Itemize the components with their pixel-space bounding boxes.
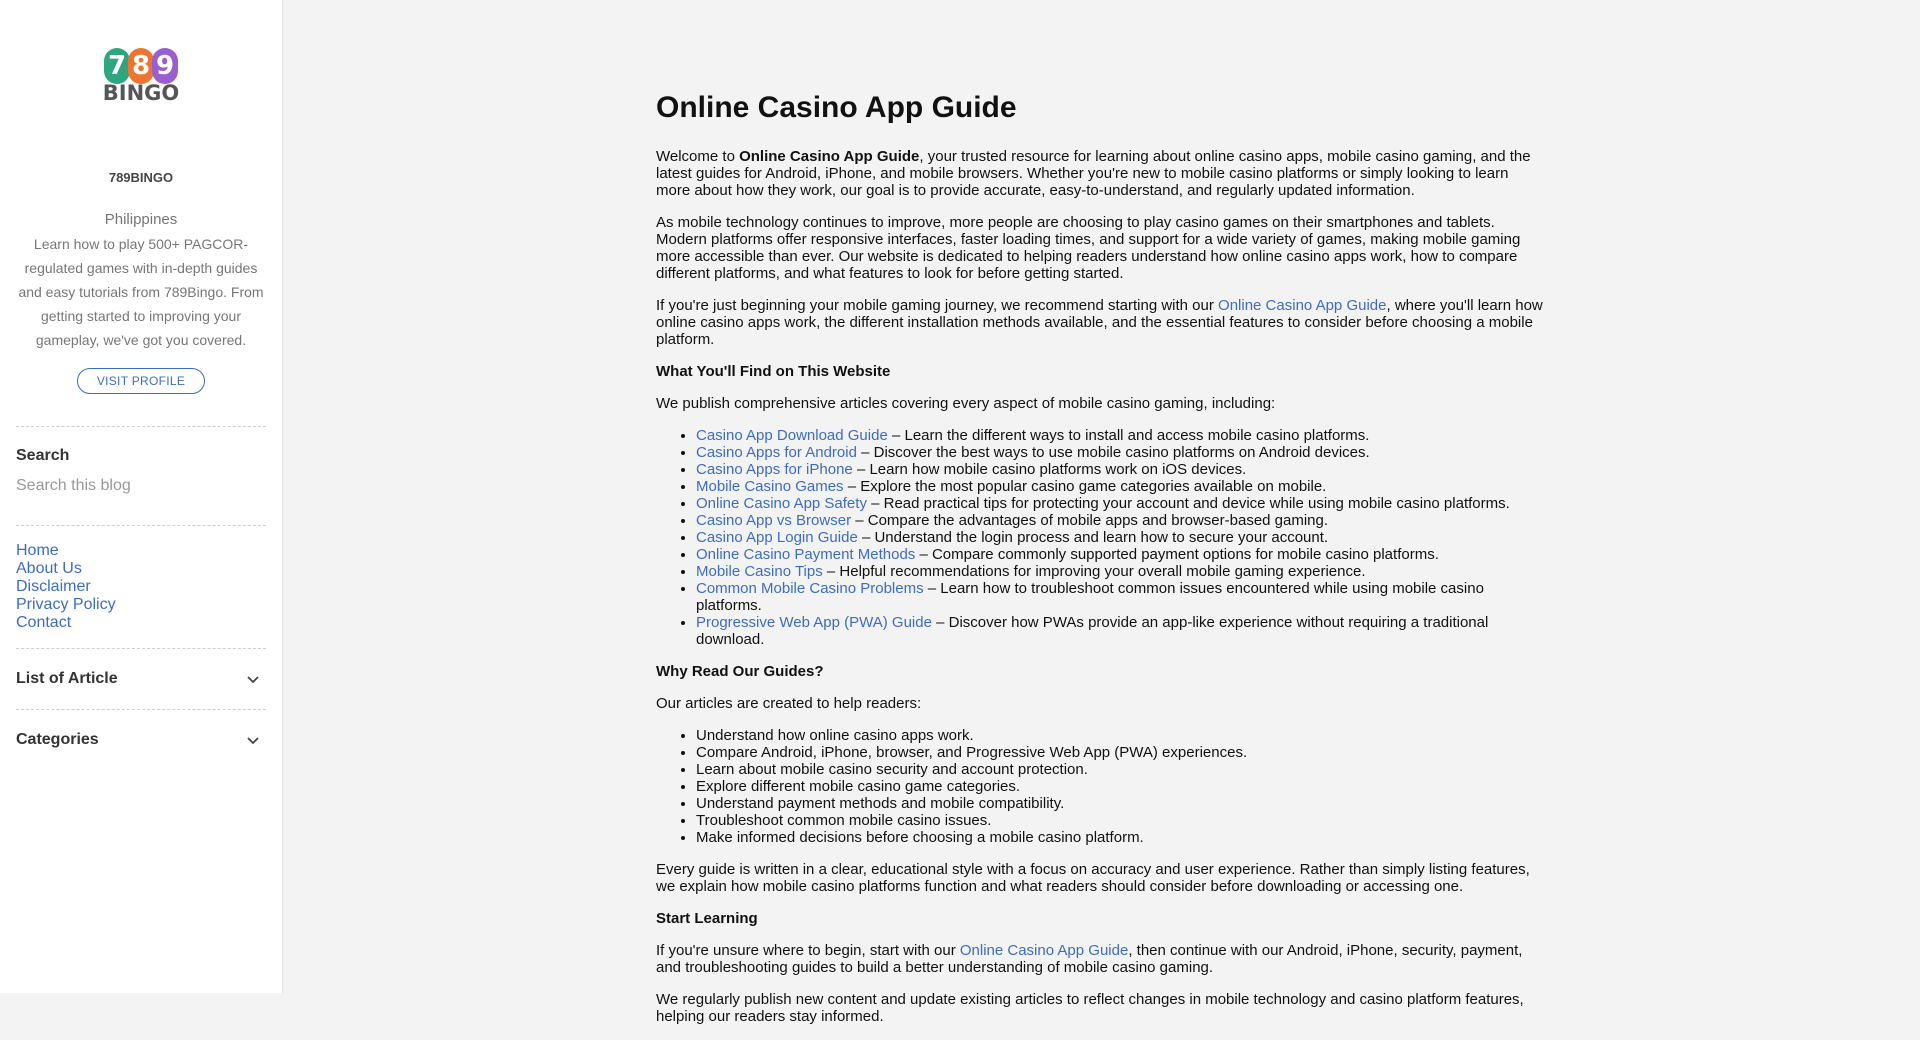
list-item: • Explore different mobile casino game categories. xyxy=(696,778,1546,795)
article-link[interactable]: Casino Apps for Android xyxy=(696,444,857,461)
list-item-text: – Learn how mobile casino platforms work on iOS devices. xyxy=(852,461,1247,478)
list-item-text: – Explore the most popular casino game categories available on mobile. xyxy=(843,478,1327,495)
profile-location: Philippines xyxy=(104,211,178,228)
paragraph-text: , where you'll learn how online casino apps work, the different installation methods available, and the essential features to consider before choosing a mobile platform. xyxy=(656,297,1543,348)
article xyxy=(656,86,1546,1040)
logo-digits xyxy=(101,48,181,84)
pages-nav xyxy=(16,526,266,648)
paragraph-text: , then continue with our Android, iPhone, security, payment, and troubleshooting guides to build a better understanding of mobile casino gaming. xyxy=(656,942,1523,976)
list-item xyxy=(696,461,1546,478)
list-item xyxy=(696,580,1546,614)
article-link[interactable]: Casino Apps for iPhone xyxy=(696,461,853,478)
list-item-text: – Compare the advantages of mobile apps and browser-based gaming. xyxy=(851,512,1329,529)
list-item: • Make informed decisions before choosing a mobile casino platform. xyxy=(696,829,1546,846)
list-of-article-accordion[interactable] xyxy=(16,649,266,709)
categories-accordion[interactable] xyxy=(16,710,266,770)
paragraph-text: If you're just beginning your mobile gaming journey, we recommend starting with our xyxy=(656,297,1219,314)
intro-text: , your trusted resource for learning about online casino apps, mobile casino gaming, and the latest guides for Android, iPhone, and mobile browsers. Whether you're new to mobile casino platforms or simply looking to learn more about how they work, our goal is to provide accurate, easy-to-understand, and regularly updated information. xyxy=(656,148,1531,199)
paragraph-text: If you're unsure where to begin, start with our xyxy=(656,942,960,959)
list-item: • Understand payment methods and mobile compatibility. xyxy=(696,795,1546,812)
list-item-text: – Discover how PWAs provide an app-like experience without requiring a traditional download. xyxy=(696,614,1489,648)
article-link[interactable]: Progressive Web App (PWA) Guide xyxy=(696,614,932,631)
list-item xyxy=(696,427,1546,444)
article-link[interactable]: Casino App Download Guide xyxy=(696,427,888,444)
list-item-text: – Read practical tips for protecting your account and device while using mobile casino platforms. xyxy=(866,495,1510,512)
list-item xyxy=(696,614,1546,648)
list-item xyxy=(696,512,1546,529)
list-item: • Learn about mobile casino security and account protection. xyxy=(696,761,1546,778)
intro-bold: Online Casino App Guide xyxy=(739,148,920,165)
accordion-label: Categories xyxy=(16,731,99,748)
paragraph: As mobile technology continues to improve, more people are choosing to play casino games on their smartphones and tablets. Modern platforms offer responsive interfaces, faster loading times, and support for a wide variety of games, making mobile gaming more accessible than ever. Our website is dedicated to helping readers understand how online casino apps work, how to compare different platforms, and what features to look for before getting started. xyxy=(656,214,1521,282)
list-item-text: – Compare commonly supported payment options for mobile casino platforms. xyxy=(915,546,1439,563)
guide-link[interactable]: Online Casino App Guide xyxy=(959,942,1129,959)
logo-digit-9: 9 xyxy=(152,48,178,84)
benefits-list xyxy=(656,727,1546,846)
page-title: Online Casino App Guide xyxy=(656,91,1017,124)
article-link[interactable]: Common Mobile Casino Problems xyxy=(696,580,924,597)
article-link[interactable]: Casino App vs Browser xyxy=(696,512,852,529)
list-item xyxy=(696,529,1546,546)
search-input[interactable] xyxy=(16,477,266,495)
article-link[interactable]: Mobile Casino Tips xyxy=(696,563,823,580)
profile-description: Learn how to play 500+ PAGCOR-regulated games with in-depth guides and easy tutorials from 789Bingo. From getting started to improving your gameplay, we've got you covered. xyxy=(18,236,264,348)
section-heading: Start Learning xyxy=(656,910,758,927)
intro-text: Welcome to xyxy=(656,148,740,165)
visit-profile-button[interactable]: VISIT PROFILE xyxy=(77,368,205,394)
site-logo[interactable] xyxy=(101,48,181,110)
list-item-text: – Learn the different ways to install and access mobile casino platforms. xyxy=(887,427,1370,444)
paragraph xyxy=(656,297,1546,348)
logo-digit-8: 8 xyxy=(128,48,154,84)
profile-widget xyxy=(16,48,266,394)
article-link[interactable]: Casino App Login Guide xyxy=(696,529,858,546)
guide-link[interactable]: Online Casino App Guide xyxy=(1218,297,1387,314)
nav-link-disclaimer[interactable]: Disclaimer xyxy=(16,578,91,595)
list-item xyxy=(696,563,1546,580)
logo-word: BINGO xyxy=(102,81,180,105)
article-link[interactable]: Mobile Casino Games xyxy=(696,478,844,495)
paragraph: We regularly publish new content and update existing articles to reflect changes in mobile technology and casino platform features, helping our readers stay informed. xyxy=(656,991,1524,1025)
article-link[interactable]: Online Casino App Safety xyxy=(696,495,867,512)
section-heading: What You'll Find on This Website xyxy=(656,363,891,380)
logo-digit-7: 7 xyxy=(104,48,130,84)
chevron-down-icon xyxy=(246,672,260,686)
nav-link-home[interactable]: Home xyxy=(16,542,59,559)
intro-paragraph xyxy=(656,148,1546,199)
paragraph: Every guide is written in a clear, educational style with a focus on accuracy and user experience. Rather than simply listing features, we explain how mobile casino platforms function and what readers should consider before downloading or accessing one. xyxy=(656,861,1530,895)
list-item xyxy=(696,546,1546,563)
list-item-text: – Discover the best ways to use mobile casino platforms on Android devices. xyxy=(856,444,1370,461)
section-heading: Why Read Our Guides? xyxy=(656,663,824,680)
nav-link-about-us[interactable]: About Us xyxy=(16,560,82,577)
paragraph xyxy=(656,942,1546,976)
nav-link-contact[interactable]: Contact xyxy=(16,614,72,631)
search-widget xyxy=(16,427,266,525)
article-link[interactable]: Online Casino Payment Methods xyxy=(696,546,916,563)
paragraph: We publish comprehensive articles covering every aspect of mobile casino gaming, including: xyxy=(656,395,1276,412)
list-item-text: – Learn how to troubleshoot common issues encountered while using mobile casino platforms. xyxy=(696,580,1484,614)
list-item xyxy=(696,495,1546,512)
list-item-text: – Helpful recommendations for improving your overall mobile gaming experience. xyxy=(822,563,1366,580)
profile-name: 789BINGO xyxy=(108,170,174,185)
article-link-list xyxy=(656,427,1546,648)
list-item: • Troubleshoot common mobile casino issues. xyxy=(696,812,1546,829)
list-item xyxy=(696,444,1546,461)
list-item xyxy=(696,478,1546,495)
list-item-text: – Understand the login process and learn how to secure your account. xyxy=(857,529,1329,546)
paragraph: Our articles are created to help readers: xyxy=(656,695,922,712)
chevron-down-icon xyxy=(246,733,260,747)
accordion-label: List of Article xyxy=(16,670,118,687)
list-item: • Compare Android, iPhone, browser, and Progressive Web App (PWA) experiences. xyxy=(696,744,1546,761)
main-content xyxy=(283,0,1920,1025)
nav-link-privacy-policy[interactable]: Privacy Policy xyxy=(16,596,116,613)
list-item: • Understand how online casino apps work. xyxy=(696,727,1546,744)
sidebar xyxy=(0,0,283,993)
search-title: Search xyxy=(16,447,70,464)
